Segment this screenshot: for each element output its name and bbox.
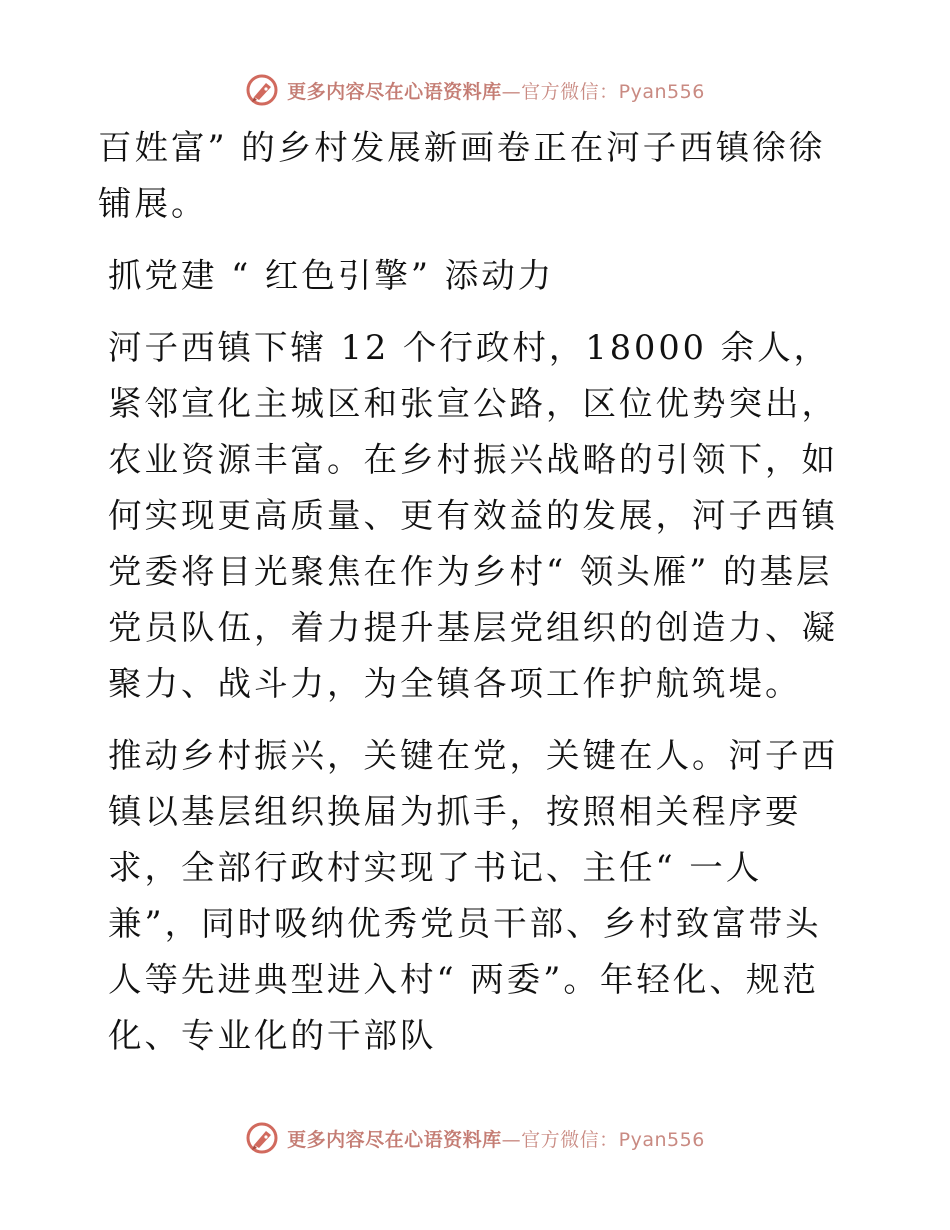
paragraph-1: 百姓富” 的乡村发展新画卷正在河子西镇徐徐铺展。 [98, 128, 826, 223]
header-banner-tail: —官方微信：Pyan556 [501, 80, 705, 103]
footer-banner [0, 1118, 950, 1158]
paragraph-3: 推动乡村振兴，关键在党，关键在人。河子西镇以基层组织换届为抓手，按照相关程序要求，全部行政村实现了书记、主任“ 一人兼”，同时吸纳优秀党员干部、乡村致富带头人等先进典型进入村“ 两委”。年轻化、规范化、专业化的干部队 [108, 736, 838, 1055]
header-banner-lead: 更多内容尽在心语资料库 [287, 80, 502, 103]
footer-banner-tail: —官方微信：Pyan556 [501, 1128, 705, 1151]
paragraph-2: 河子西镇下辖 12 个行政村，18000 余人，紧邻宣化主城区和张宣公路，区位优势突出，农业资源丰富。在乡村振兴战略的引领下，如何实现更高质量、更有效益的发展，河子西镇党委将目光聚焦在作为乡村“ 领头雁” 的基层党员队伍，着力提升基层党组织的创造力、凝聚力、战斗力，为全镇各项工作护航筑堤。 [108, 328, 838, 703]
footer-banner-lead: 更多内容尽在心语资料库 [287, 1128, 502, 1151]
fountain-pen-logo-icon [245, 73, 279, 107]
fountain-pen-logo-icon [245, 1121, 279, 1155]
header-banner [0, 70, 950, 110]
document-body [98, 120, 850, 1064]
section-heading: 抓党建 “ 红色引擎” 添动力 [108, 256, 555, 295]
header-banner-text [287, 77, 705, 104]
footer-banner-text [287, 1125, 705, 1152]
